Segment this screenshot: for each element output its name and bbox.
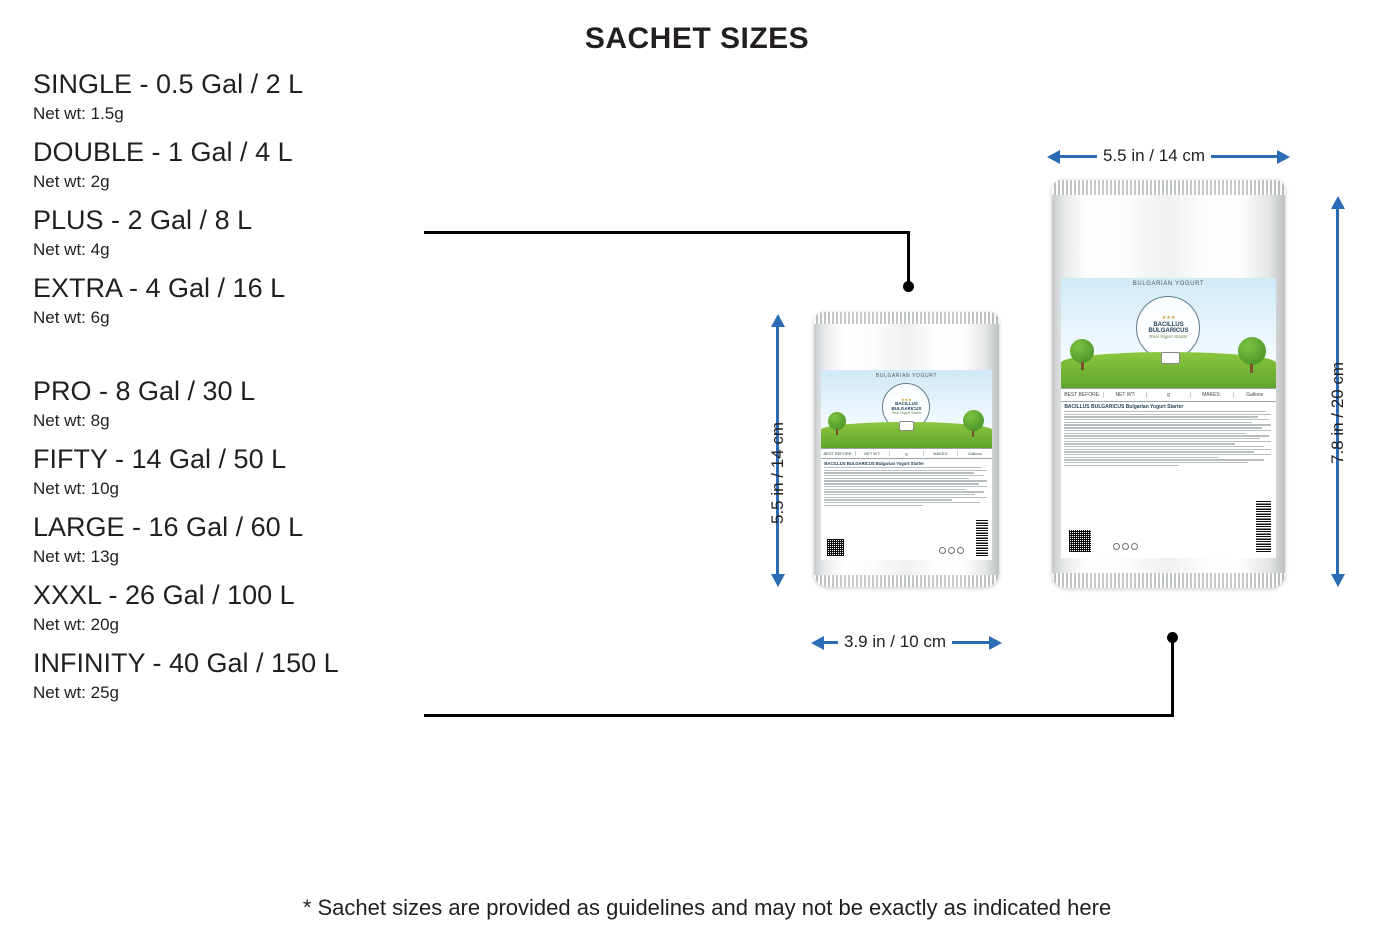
dim-large-height-arrow-top: [1331, 196, 1345, 209]
leader-line-upper-vertical: [907, 231, 910, 286]
dim-large-width-label: 5.5 in / 14 cm: [1097, 146, 1211, 166]
size-weight: Net wt: 10g: [33, 479, 119, 498]
dim-small-width-arrow-left: [811, 636, 824, 650]
strip-makes: MAKES:: [1191, 392, 1234, 398]
brand-line: BULGARIAN YOGURT: [875, 373, 938, 379]
list-item: [33, 136, 463, 194]
seal-subtitle: Real Yogurt Starter: [1149, 333, 1188, 339]
size-name: INFINITY - 40 Gal / 150 L: [33, 648, 339, 678]
label-body-title: BACILLUS BULGARICUS Bulgarian Yogurt Starter: [824, 461, 925, 466]
seal-name: BACILLUS BULGARICUS: [891, 401, 922, 412]
dim-small-height-arrow-bottom: [771, 574, 785, 587]
qr-code: [827, 539, 844, 556]
seal-name: BACILLUS BULGARICUS: [1148, 321, 1189, 335]
dim-large-height-arrow-bottom: [1331, 574, 1345, 587]
footnote: * Sachet sizes are provided as guidelines and may not be exactly as indicated here: [302, 895, 1112, 920]
size-name: PLUS - 2 Gal / 8 L: [33, 205, 253, 235]
size-name: SINGLE - 0.5 Gal / 2 L: [33, 69, 304, 99]
cow-icon: [1161, 352, 1180, 364]
crimp-bottom: [1052, 573, 1285, 588]
crimp-bottom: [814, 575, 999, 587]
dim-small-height-label: 5.5 in / 14 cm: [768, 421, 787, 524]
strip-best-before: BEST BEFORE:: [1061, 392, 1104, 398]
list-item: [33, 68, 463, 126]
label-body: [1061, 402, 1275, 558]
crimp-top: [1052, 180, 1285, 195]
seal-subtitle: Real Yogurt Starter: [891, 411, 922, 416]
label-large: [1061, 278, 1275, 558]
size-weight: Net wt: 25g: [33, 683, 119, 702]
leader-line-lower-vertical: [1171, 640, 1174, 716]
leader-line-upper-horizontal: [424, 231, 910, 234]
list-item: [33, 443, 463, 501]
label-body-text: [824, 467, 988, 506]
list-item: [33, 272, 463, 330]
label-small: [821, 370, 991, 560]
strip-grams: g: [1147, 392, 1190, 398]
list-item: [33, 204, 463, 262]
tree-icon: [1238, 337, 1266, 365]
brand-seal: [1136, 296, 1200, 360]
leader-dot-lower: [1167, 632, 1178, 643]
seal-stars: ★★★: [901, 396, 912, 402]
size-weight: Net wt: 4g: [33, 240, 110, 259]
recycling-icons: [1113, 543, 1138, 550]
label-body: [821, 459, 991, 560]
strip-grams: g: [890, 451, 924, 456]
barcode: [1256, 500, 1271, 552]
tree-icon: [963, 410, 984, 431]
list-item: [33, 647, 463, 705]
sachet-large: [1052, 180, 1285, 588]
size-weight: Net wt: 8g: [33, 411, 110, 430]
dim-small-width-arrow-right: [989, 636, 1002, 650]
leader-dot-upper: [903, 281, 914, 292]
list-item: [33, 375, 463, 433]
leader-line-lower-horizontal: [424, 714, 1174, 717]
seal-stars: ★★★: [1161, 315, 1176, 322]
size-name: FIFTY - 14 Gal / 50 L: [33, 444, 287, 474]
size-weight: Net wt: 1.5g: [33, 104, 124, 123]
size-name: PRO - 8 Gal / 30 L: [33, 376, 256, 406]
strip-net-wt: NET WT:: [1104, 392, 1147, 398]
label-data-strip: [1061, 388, 1275, 402]
dim-large-width-arrow-left: [1047, 150, 1060, 164]
dim-large-height-label: 7.8 in / 20 cm: [1328, 361, 1347, 464]
strip-makes: MAKES:: [924, 451, 958, 456]
size-name: LARGE - 16 Gal / 60 L: [33, 512, 304, 542]
dim-large-width-arrow-right: [1277, 150, 1290, 164]
size-weight: Net wt: 2g: [33, 172, 110, 191]
size-name: EXTRA - 4 Gal / 16 L: [33, 273, 286, 303]
label-data-strip: [821, 448, 991, 459]
label-artwork: [1061, 278, 1275, 388]
brand-line: BULGARIAN YOGURT: [1132, 281, 1205, 287]
list-item: [33, 579, 463, 637]
sachet-size-list: [33, 68, 463, 715]
label-artwork: [821, 370, 991, 448]
barcode: [976, 520, 988, 556]
page-title: SACHET SIZES: [584, 22, 810, 55]
label-body-text: [1064, 411, 1272, 466]
qr-code: [1069, 530, 1091, 552]
strip-net-wt: NET WT:: [856, 451, 890, 456]
strip-gallons: Gallons: [968, 451, 982, 456]
strip-gallons: Gallons: [1246, 392, 1264, 398]
sachet-small: [814, 312, 999, 587]
cow-icon: [899, 421, 914, 431]
size-name: XXXL - 26 Gal / 100 L: [33, 580, 295, 610]
strip-best-before: BEST BEFORE:: [821, 451, 855, 456]
dim-small-width-label: 3.9 in / 10 cm: [838, 632, 952, 652]
label-body-title: BACILLUS BULGARICUS Bulgarian Yogurt Starter: [1064, 404, 1184, 410]
dim-small-height-arrow-top: [771, 314, 785, 327]
size-weight: Net wt: 6g: [33, 308, 110, 327]
size-weight: Net wt: 20g: [33, 615, 119, 634]
size-weight: Net wt: 13g: [33, 547, 119, 566]
list-item: [33, 511, 463, 569]
crimp-top: [814, 312, 999, 324]
recycling-icons: [939, 547, 964, 554]
size-name: DOUBLE - 1 Gal / 4 L: [33, 137, 293, 167]
